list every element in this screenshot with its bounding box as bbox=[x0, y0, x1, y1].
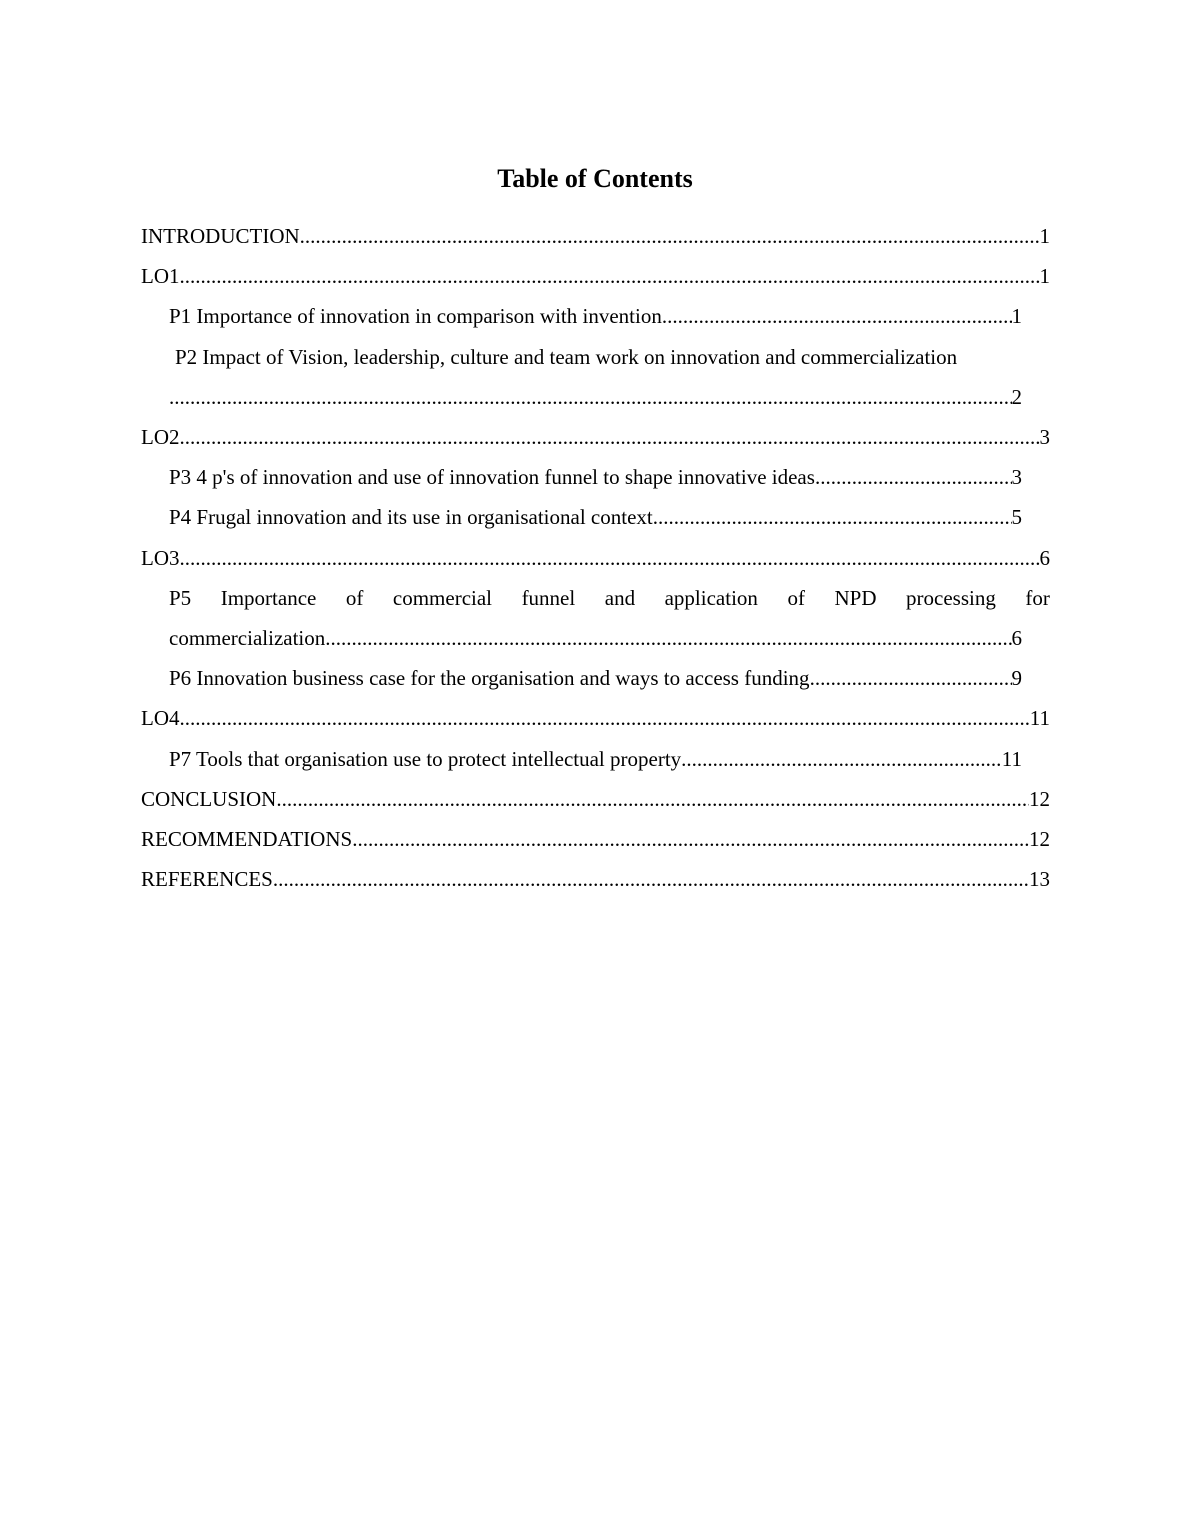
toc-entry-lo1[interactable] bbox=[141, 256, 1050, 296]
toc-entry-p4[interactable] bbox=[169, 497, 1022, 537]
toc-entry-continuation: commercialization bbox=[169, 626, 326, 651]
toc-entry-lo4[interactable] bbox=[141, 698, 1050, 738]
toc-entry-page: 11 bbox=[1029, 706, 1050, 731]
dot-leader bbox=[273, 859, 1029, 899]
dot-leader bbox=[325, 618, 1011, 658]
toc-title: Table of Contents bbox=[497, 164, 693, 193]
toc-entry-p1[interactable] bbox=[169, 296, 1022, 336]
toc-entry-label: P3 4 p's of innovation and use of innovation funnel to shape innovative ideas bbox=[169, 465, 815, 490]
toc-entry-page: 2 bbox=[1011, 384, 1022, 409]
toc-entry-label: LO1 bbox=[141, 264, 180, 289]
toc-entry-label: LO4 bbox=[141, 706, 180, 731]
toc-entry-p2[interactable] bbox=[141, 337, 1050, 417]
toc-entry-references[interactable] bbox=[141, 859, 1050, 899]
toc-word: P5 bbox=[169, 585, 192, 610]
toc-entry-page: 11 bbox=[1001, 746, 1022, 771]
toc-entry-label: P6 Innovation business case for the organisation and ways to access funding bbox=[169, 666, 810, 691]
toc-entry-label: LO3 bbox=[141, 545, 180, 570]
dot-leader bbox=[276, 779, 1029, 819]
toc-entry-label: RECOMMENDATIONS bbox=[141, 827, 353, 852]
toc-entry-recommendations[interactable] bbox=[141, 819, 1050, 859]
dot-leader bbox=[300, 216, 1040, 256]
toc-entry-label: INTRODUCTION bbox=[141, 224, 300, 248]
dot-leader bbox=[180, 256, 1040, 296]
toc-entry-page: 1 bbox=[1039, 264, 1050, 289]
dot-leader bbox=[681, 739, 1002, 779]
dot-leader bbox=[352, 819, 1029, 859]
toc-word: application bbox=[664, 585, 758, 610]
toc-word: commercial bbox=[392, 585, 493, 610]
toc-entry-lo2[interactable] bbox=[141, 417, 1050, 457]
toc-word: processing bbox=[906, 585, 996, 610]
dot-leader bbox=[180, 417, 1040, 457]
toc-entry-p3[interactable] bbox=[169, 457, 1022, 497]
toc-word: Importance bbox=[220, 585, 317, 610]
toc-word: of bbox=[787, 585, 805, 610]
toc-entry-page: 13 bbox=[1029, 867, 1050, 892]
toc-entry-page: 6 bbox=[1039, 545, 1050, 570]
dot-leader bbox=[180, 698, 1030, 738]
toc-word: NPD bbox=[834, 585, 877, 610]
dot-leader bbox=[169, 377, 1012, 417]
toc-entry-page: 3 bbox=[1011, 465, 1022, 490]
dot-leader bbox=[653, 497, 1012, 537]
toc-word: and bbox=[604, 585, 636, 610]
toc-entry-page: 12 bbox=[1029, 786, 1050, 811]
toc-entry-page: 1 bbox=[1039, 224, 1050, 248]
dot-leader bbox=[180, 538, 1040, 578]
toc-entry-page: 1 bbox=[1011, 304, 1022, 329]
toc-word: of bbox=[345, 585, 364, 610]
dot-leader bbox=[662, 296, 1012, 336]
toc-entry-label: P1 Importance of innovation in comparison with invention bbox=[169, 304, 662, 329]
toc-entry-p7[interactable] bbox=[169, 739, 1022, 779]
toc-entry-label: P4 Frugal innovation and its use in organisational context bbox=[169, 505, 653, 530]
toc-entry-introduction[interactable] bbox=[141, 216, 1050, 256]
toc-entry-label: LO2 bbox=[141, 425, 180, 450]
toc-word: funnel bbox=[521, 585, 576, 610]
toc-entry-label: P7 Tools that organisation use to protect intellectual property bbox=[169, 746, 682, 771]
toc-entry-p5[interactable] bbox=[141, 578, 1050, 658]
toc-entry-conclusion[interactable] bbox=[141, 779, 1050, 819]
toc-entry-label bbox=[169, 578, 1050, 618]
toc-entry-page: 6 bbox=[1011, 626, 1022, 651]
toc-word: for bbox=[1025, 585, 1050, 610]
toc-entry-page: 3 bbox=[1039, 425, 1050, 450]
toc-entry-lo3[interactable] bbox=[141, 538, 1050, 578]
dot-leader bbox=[815, 457, 1012, 497]
toc-entry-label: P2 Impact of Vision, leadership, culture and team work on innovation and commercialization bbox=[175, 344, 958, 369]
toc-entry-page: 12 bbox=[1029, 827, 1050, 852]
toc-entry-page: 9 bbox=[1011, 666, 1022, 691]
table-of-contents bbox=[141, 216, 1050, 899]
toc-entry-page: 5 bbox=[1011, 505, 1022, 530]
toc-entry-label: CONCLUSION bbox=[141, 786, 277, 811]
dot-leader bbox=[810, 658, 1012, 698]
toc-entry-p6[interactable] bbox=[169, 658, 1022, 698]
toc-entry-label: REFERENCES bbox=[141, 867, 273, 892]
